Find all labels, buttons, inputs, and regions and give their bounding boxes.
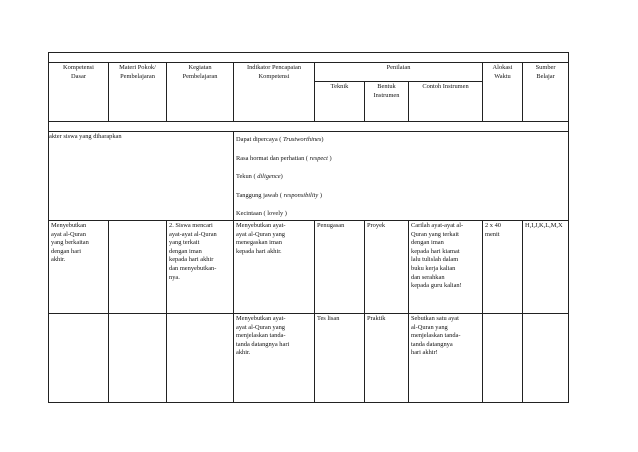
contoh-line: kepada hari kiamat	[411, 247, 460, 255]
karakter-item	[236, 210, 566, 219]
kegiatan-line: ayat-ayat al-Quran	[169, 230, 217, 238]
header-materi-line2: Pembelajaran	[120, 72, 155, 80]
karakter-item-text: Dapat dipercaya (	[236, 136, 284, 143]
karakter-item-term: respect	[309, 154, 328, 162]
materi-cell	[109, 313, 167, 402]
rpp-table	[48, 52, 569, 403]
header-bentuk-line2: Instrumen	[373, 91, 400, 99]
karakter-item-text: Kecintaan ( lovely )	[236, 210, 287, 218]
header-alokasi-line2: Waktu	[494, 72, 511, 80]
alokasi-cell	[483, 220, 523, 313]
contoh-line: dengan iman	[411, 239, 444, 247]
indikator-line: ayat al-Quran yang	[236, 230, 285, 238]
karakter-item-text: Tekun (	[236, 173, 258, 181]
header-bentuk-line1: Bentuk	[377, 83, 396, 90]
kegiatan-line: kepada hari akhir	[169, 256, 214, 264]
header-alokasi-waktu	[483, 63, 523, 122]
contoh-line: kepada guru kalian!	[411, 282, 462, 290]
kegiatan-cell	[167, 220, 234, 313]
header-alokasi-line1: Alokasi	[492, 64, 513, 71]
karakter-row	[49, 132, 569, 221]
header-indikator-line1: Indikator Pencapaian	[246, 64, 302, 71]
contoh-line: lalu tulislah dalam	[411, 256, 459, 264]
contoh-line: Sebutkan satu ayat	[411, 314, 459, 322]
indikator-line: menegaskan iman	[236, 239, 282, 247]
header-sumber-line1: Sumber	[535, 64, 556, 71]
contoh-line: hari akhir!	[411, 349, 438, 357]
header-sumber-belajar	[523, 63, 569, 122]
header-kegiatan-line1: Kegiatan	[188, 64, 212, 71]
table-row	[49, 313, 569, 402]
header-bentuk-instrumen	[365, 82, 409, 122]
karakter-item-end: )	[280, 173, 283, 181]
kompetensi-line: dengan hari	[51, 247, 81, 255]
header-kompetensi-line1: Kompetensi	[63, 64, 94, 71]
header-materi-line1: Materi Pokok/	[119, 64, 156, 71]
header-indikator	[234, 63, 315, 122]
kegiatan-line: 2. Siswa mencari	[169, 221, 213, 229]
karakter-item	[236, 155, 566, 164]
middle-strip-cell	[49, 122, 569, 132]
header-penilaian: Penilaian	[315, 63, 483, 82]
kompetensi-line: yang berkaitan	[51, 239, 89, 247]
contoh-cell	[409, 220, 483, 313]
karakter-list	[234, 132, 569, 221]
header-materi-pokok	[109, 63, 167, 122]
indikator-line: Menyebutkan ayat-	[236, 314, 286, 322]
indikator-line: menjelaskan tanda-	[236, 332, 286, 340]
bentuk-cell: Praktik	[365, 313, 409, 402]
contoh-line: dan serahkan	[411, 273, 445, 281]
karakter-item-end: )	[321, 136, 324, 143]
kompetensi-cell	[49, 220, 109, 313]
karakter-item-term: Trustworthines	[283, 136, 322, 143]
indikator-line: akhir.	[236, 349, 251, 357]
teknik-cell: Tes lisan	[315, 313, 365, 402]
header-teknik: Teknik	[315, 82, 365, 122]
bentuk-cell: Proyek	[365, 220, 409, 313]
kegiatan-cell	[167, 313, 234, 402]
kegiatan-line: yang terkait	[169, 239, 200, 247]
header-kompetensi-line2: Dasar	[71, 72, 86, 80]
kompetensi-line: akhir.	[51, 256, 66, 264]
alokasi-cell	[483, 313, 523, 402]
teknik-cell: Penugasan	[315, 220, 365, 313]
middle-strip-row	[49, 122, 569, 132]
contoh-line: Quran yang terkait	[411, 230, 459, 238]
contoh-line: Carilah ayat-ayat al-	[411, 221, 464, 229]
karakter-item	[236, 192, 566, 201]
contoh-line: tanda datangnya	[411, 340, 453, 348]
header-indikator-line2: Kompetensi	[258, 72, 290, 80]
alokasi-line: menit	[485, 230, 500, 238]
header-kegiatan	[167, 63, 234, 122]
contoh-cell	[409, 313, 483, 402]
karakter-item-text: Rasa hormat dan perhatian (	[236, 154, 310, 162]
karakter-item-text: Tanggung jawab (	[236, 191, 284, 199]
karakter-label: akter siswa yang diharapkan	[49, 132, 234, 221]
contoh-line: menjelaskan tanda-	[411, 332, 461, 340]
table-row	[49, 220, 569, 313]
top-strip-cell	[49, 53, 569, 63]
indikator-line: tanda datangnya hari	[236, 340, 290, 348]
karakter-item-term: responsibility	[283, 191, 319, 199]
sumber-cell: H,I,J,K,L,M,X	[523, 220, 569, 313]
contoh-line: al-Quran yang	[411, 323, 448, 331]
kompetensi-line: ayat al-Quran	[51, 230, 86, 238]
karakter-item	[236, 173, 566, 182]
indikator-line: Menyebutkan ayat-	[236, 221, 286, 229]
karakter-item-end: )	[327, 154, 332, 162]
header-contoh-instrumen: Contoh Instrumen	[409, 82, 483, 122]
kegiatan-line: nya.	[169, 273, 180, 281]
karakter-item-end: )	[318, 191, 322, 199]
kompetensi-line: Menyebutkan	[51, 221, 87, 229]
karakter-item-term: diligence	[257, 173, 281, 181]
indikator-line: kepada hari akhir.	[236, 247, 282, 255]
indikator-cell	[234, 220, 315, 313]
alokasi-line: 2 x 40	[485, 221, 501, 229]
karakter-item	[236, 136, 566, 145]
materi-cell	[109, 220, 167, 313]
kompetensi-cell	[49, 313, 109, 402]
sumber-cell	[523, 313, 569, 402]
header-kompetensi-dasar	[49, 63, 109, 122]
indikator-line: ayat al-Quran yang	[236, 323, 285, 331]
kegiatan-line: dan menyebutkan-	[169, 264, 217, 272]
header-row-1	[49, 63, 569, 82]
top-strip-row	[49, 53, 569, 63]
indikator-cell	[234, 313, 315, 402]
kegiatan-line: dengan iman	[169, 247, 202, 255]
contoh-line: buku kerja kalian	[411, 264, 456, 272]
header-kegiatan-line2: Pembelajaran	[182, 72, 218, 80]
header-sumber-line2: Belajar	[536, 72, 555, 80]
